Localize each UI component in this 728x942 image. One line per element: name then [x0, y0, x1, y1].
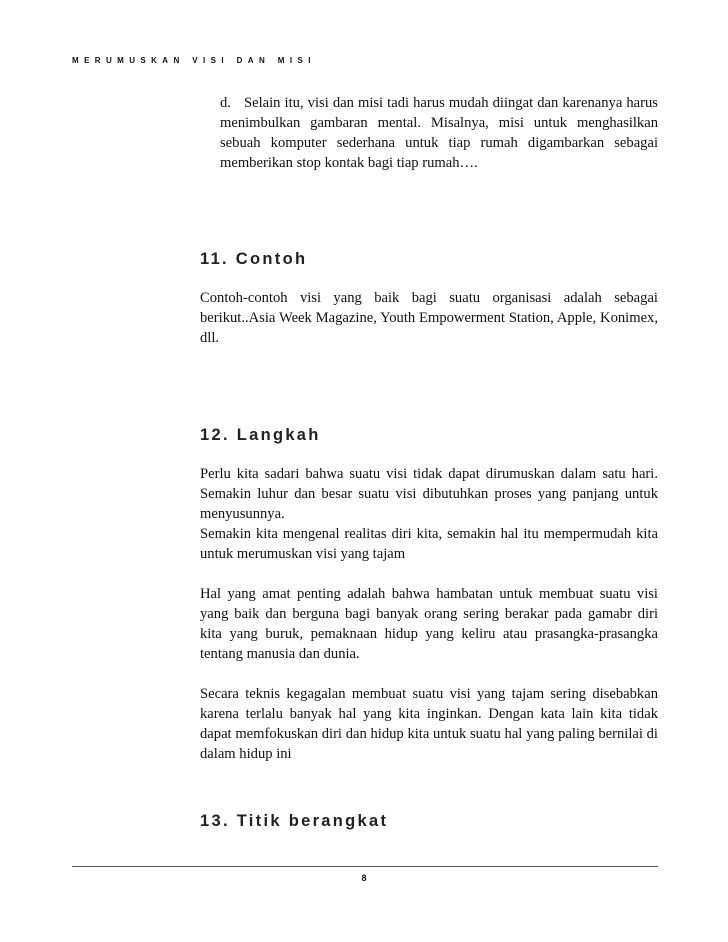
section-paragraph: Hal yang amat penting adalah bahwa hambatan untuk membuat suatu visi yang baik dan berguna bagi banyak orang sering berakar pada gamabr diri kita yang buruk, pemaknaan hidup yang keliru atau prasangka-prasangka tentang manusia dan dunia. — [200, 586, 658, 662]
list-item-marker: d. — [220, 95, 231, 111]
section-heading: 12. Langkah — [200, 426, 321, 444]
section-paragraph: Perlu kita sadari bahwa suatu visi tidak dapat dirumuskan dalam satu hari. Semakin luhur dan besar suatu visi dibutuhkan proses yang panjang untuk menyusunnya. — [200, 466, 658, 522]
list-item-d — [220, 93, 658, 173]
section-heading: 13. Titik berangkat — [200, 812, 389, 830]
page-number: 8 — [361, 873, 367, 883]
footer-divider — [72, 866, 658, 867]
section-langkah — [200, 426, 658, 764]
section-paragraph: Secara teknis kegagalan membuat suatu visi yang tajam sering disebabkan karena terlalu banyak hal yang kita inginkan. Dengan kata lain kita tidak dapat memfokuskan diri dan hidup kita untuk suatu hal yang paling bernilai di dalam hidup ini — [200, 686, 658, 762]
section-paragraph: Semakin kita mengenal realitas diri kita, semakin hal itu mempermudah kita untuk merumuskan visi yang tajam — [200, 526, 658, 562]
section-contoh — [200, 250, 658, 348]
running-header: MERUMUSKAN VISI DAN MISI — [72, 56, 316, 65]
list-item-text: Selain itu, visi dan misi tadi harus mudah diingat dan karenanya harus menimbulkan gambaran mental. Misalnya, misi untuk menghasilkan sebuah komputer sederhana untuk tiap rumah digambarkan sebagai memberikan stop kontak bagi tiap rumah…. — [220, 95, 658, 171]
section-paragraph: Contoh-contoh visi yang baik bagi suatu organisasi adalah sebagai berikut..Asia Week Magazine, Youth Empowerment Station, Apple, Konimex, dll. — [200, 290, 658, 346]
section-heading: 11. Contoh — [200, 250, 308, 268]
section-titik-berangkat — [200, 812, 658, 831]
